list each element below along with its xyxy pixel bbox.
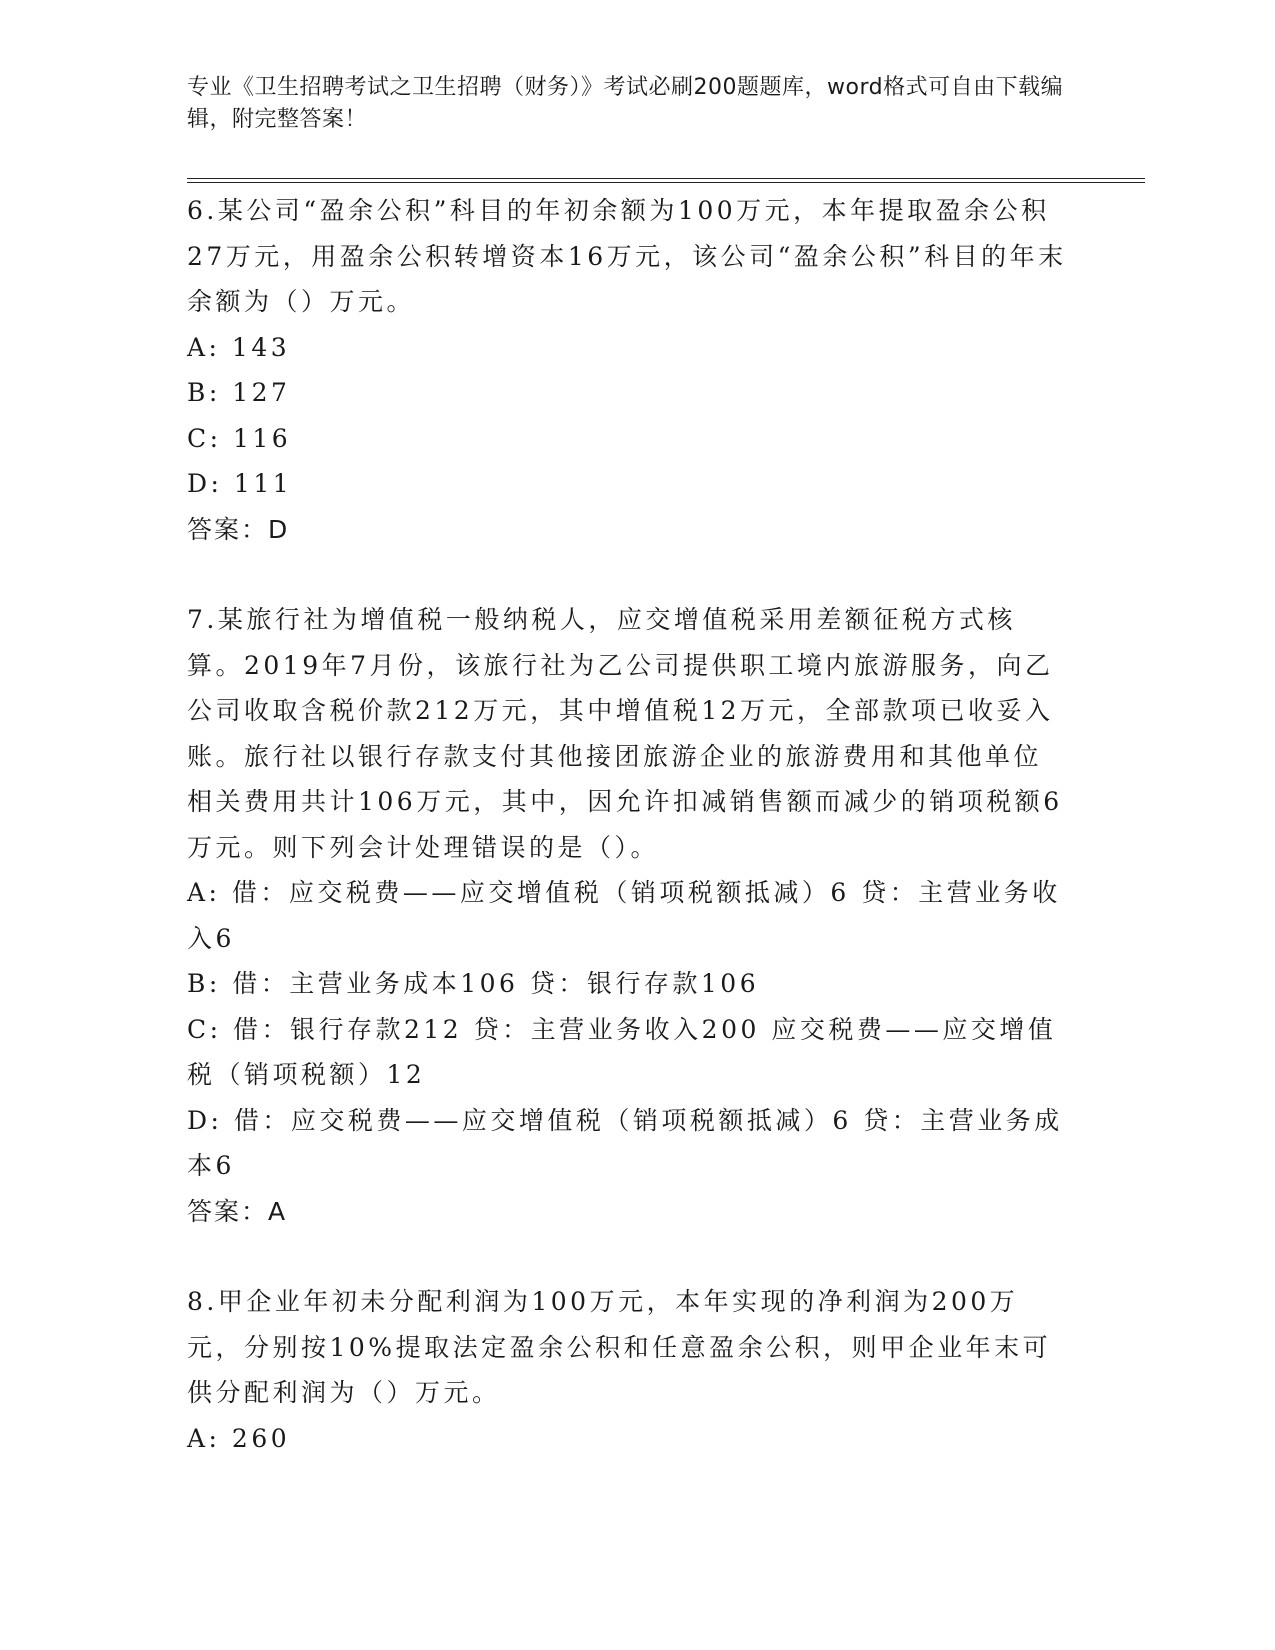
option-a: A: 143: [187, 332, 291, 362]
question-8: [187, 1279, 1067, 1461]
option-c: C: 借：银行存款212 贷：主营业务收入200 应交税费——应交增值税（销项税额）12: [187, 1014, 1057, 1089]
option-d: D: 借：应交税费——应交增值税（销项税额抵减）6 贷：主营业务成本6: [187, 1105, 1063, 1180]
answer-label: 答案：D: [187, 514, 290, 544]
option-b: B: 借：主营业务成本106 贷：银行存款106: [187, 969, 760, 998]
question-text: 7.某旅行社为增值税一般纳税人，应交增值税采用差额征税方式核算。2019年7月份，该旅行社为乙公司提供职工境内旅游服务，向乙公司收取含税价款212万元，其中增值税12万元，全部款项已收妥入账。旅行社以银行存款支付其他接团旅游企业的旅游费用和其他单位相关费用共计106万元，其中，因允许扣减销售额而减少的销项税额6万元。则下列会计处理错误的是（）。: [187, 605, 1063, 862]
question-text: 8.甲企业年初未分配利润为100万元，本年实现的净利润为200万元，分别按10%提取法定盈余公积和任意盈余公积，则甲企业年末可供分配利润为（）万元。: [187, 1287, 1052, 1407]
option-d: D: 111: [187, 469, 293, 498]
option-c: C: 116: [187, 423, 292, 453]
option-a: A: 260: [187, 1423, 291, 1453]
question-text: 6.某公司“盈余公积”科目的年初余额为100万元，本年提取盈余公积27万元，用盈余公积转增资本16万元，该公司“盈余公积”科目的年末余额为（）万元。: [187, 196, 1067, 316]
option-a: A: 借：应交税费——应交增值税（销项税额抵减）6 贷：主营业务收入6: [187, 878, 1061, 953]
document-body: [187, 188, 1067, 1506]
answer-label: 答案：A: [187, 1196, 288, 1226]
question-6: [187, 188, 1067, 552]
header-divider-top: [187, 178, 1145, 179]
option-b: B: 127: [187, 378, 291, 407]
question-7: [187, 597, 1067, 1234]
header-divider-bottom: [187, 182, 1145, 183]
document-header: 专业《卫生招聘考试之卫生招聘（财务）》考试必刷200题题库，word格式可自由下载编辑，附完整答案！: [187, 75, 1064, 132]
